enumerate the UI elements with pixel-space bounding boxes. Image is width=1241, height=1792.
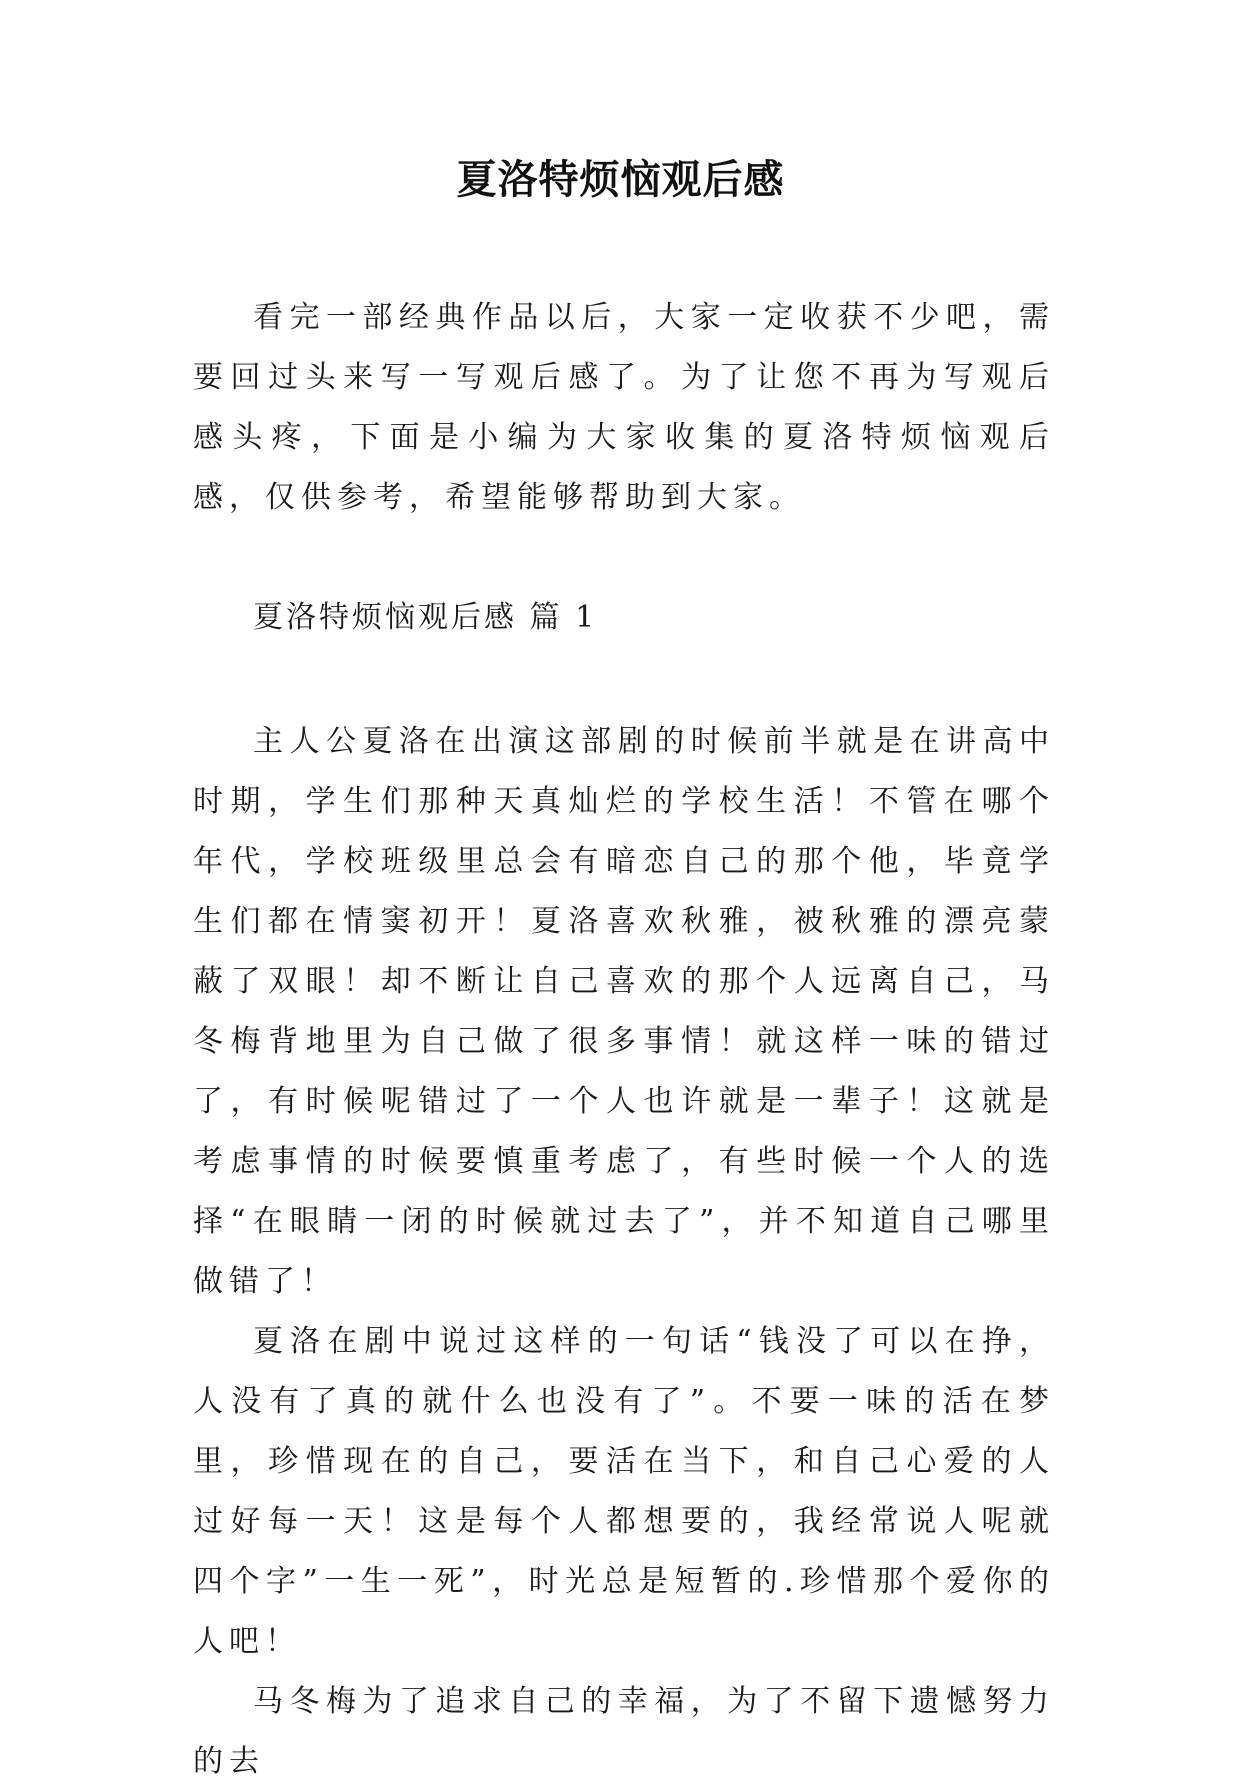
document-body xyxy=(193,288,1055,1792)
body-paragraph-2: 夏洛在剧中说过这样的一句话“钱没了可以在挣，人没有了真的就什么也没有了”。不要一味的活在梦里，珍惜现在的自己，要活在当下，和自己心爱的人过好每一天！这是每个人都想要的，我经常说人呢就四个字”一生一死”，时光总是短暂的.珍惜那个爱你的人吧！ xyxy=(193,1324,1055,1659)
spacer xyxy=(193,648,1055,712)
section-heading: 夏洛特烦恼观后感 篇 1 xyxy=(253,600,598,635)
document-title: 夏洛特烦恼观后感 xyxy=(456,157,785,203)
body-paragraph-3: 马冬梅为了追求自己的幸福，为了不留下遗憾努力的去 xyxy=(193,1684,1055,1779)
body-paragraph-1: 主人公夏洛在出演这部剧的时候前半就是在讲高中时期，学生们那种天真灿烂的学校生活！不管在哪个年代，学校班级里总会有暗恋自己的那个他，毕竟学生们都在情窦初开！夏洛喜欢秋雅，被秋雅的漂亮蒙蔽了双眼！却不断让自己喜欢的那个人远离自己，马冬梅背地里为自己做了很多事情！就这样一味的错过了，有时候呢错过了一个人也许就是一辈子！这就是考虑事情的时候要慎重考虑了，有些时候一个人的选择“在眼睛一闭的时候就过去了”，并不知道自己哪里做错了！ xyxy=(193,724,1055,1299)
intro-paragraph: 看完一部经典作品以后，大家一定收获不少吧，需要回过头来写一写观后感了。为了让您不再为写观后感头疼，下面是小编为大家收集的夏洛特烦恼观后感，仅供参考，希望能够帮助到大家。 xyxy=(193,300,1055,515)
spacer xyxy=(193,528,1055,588)
